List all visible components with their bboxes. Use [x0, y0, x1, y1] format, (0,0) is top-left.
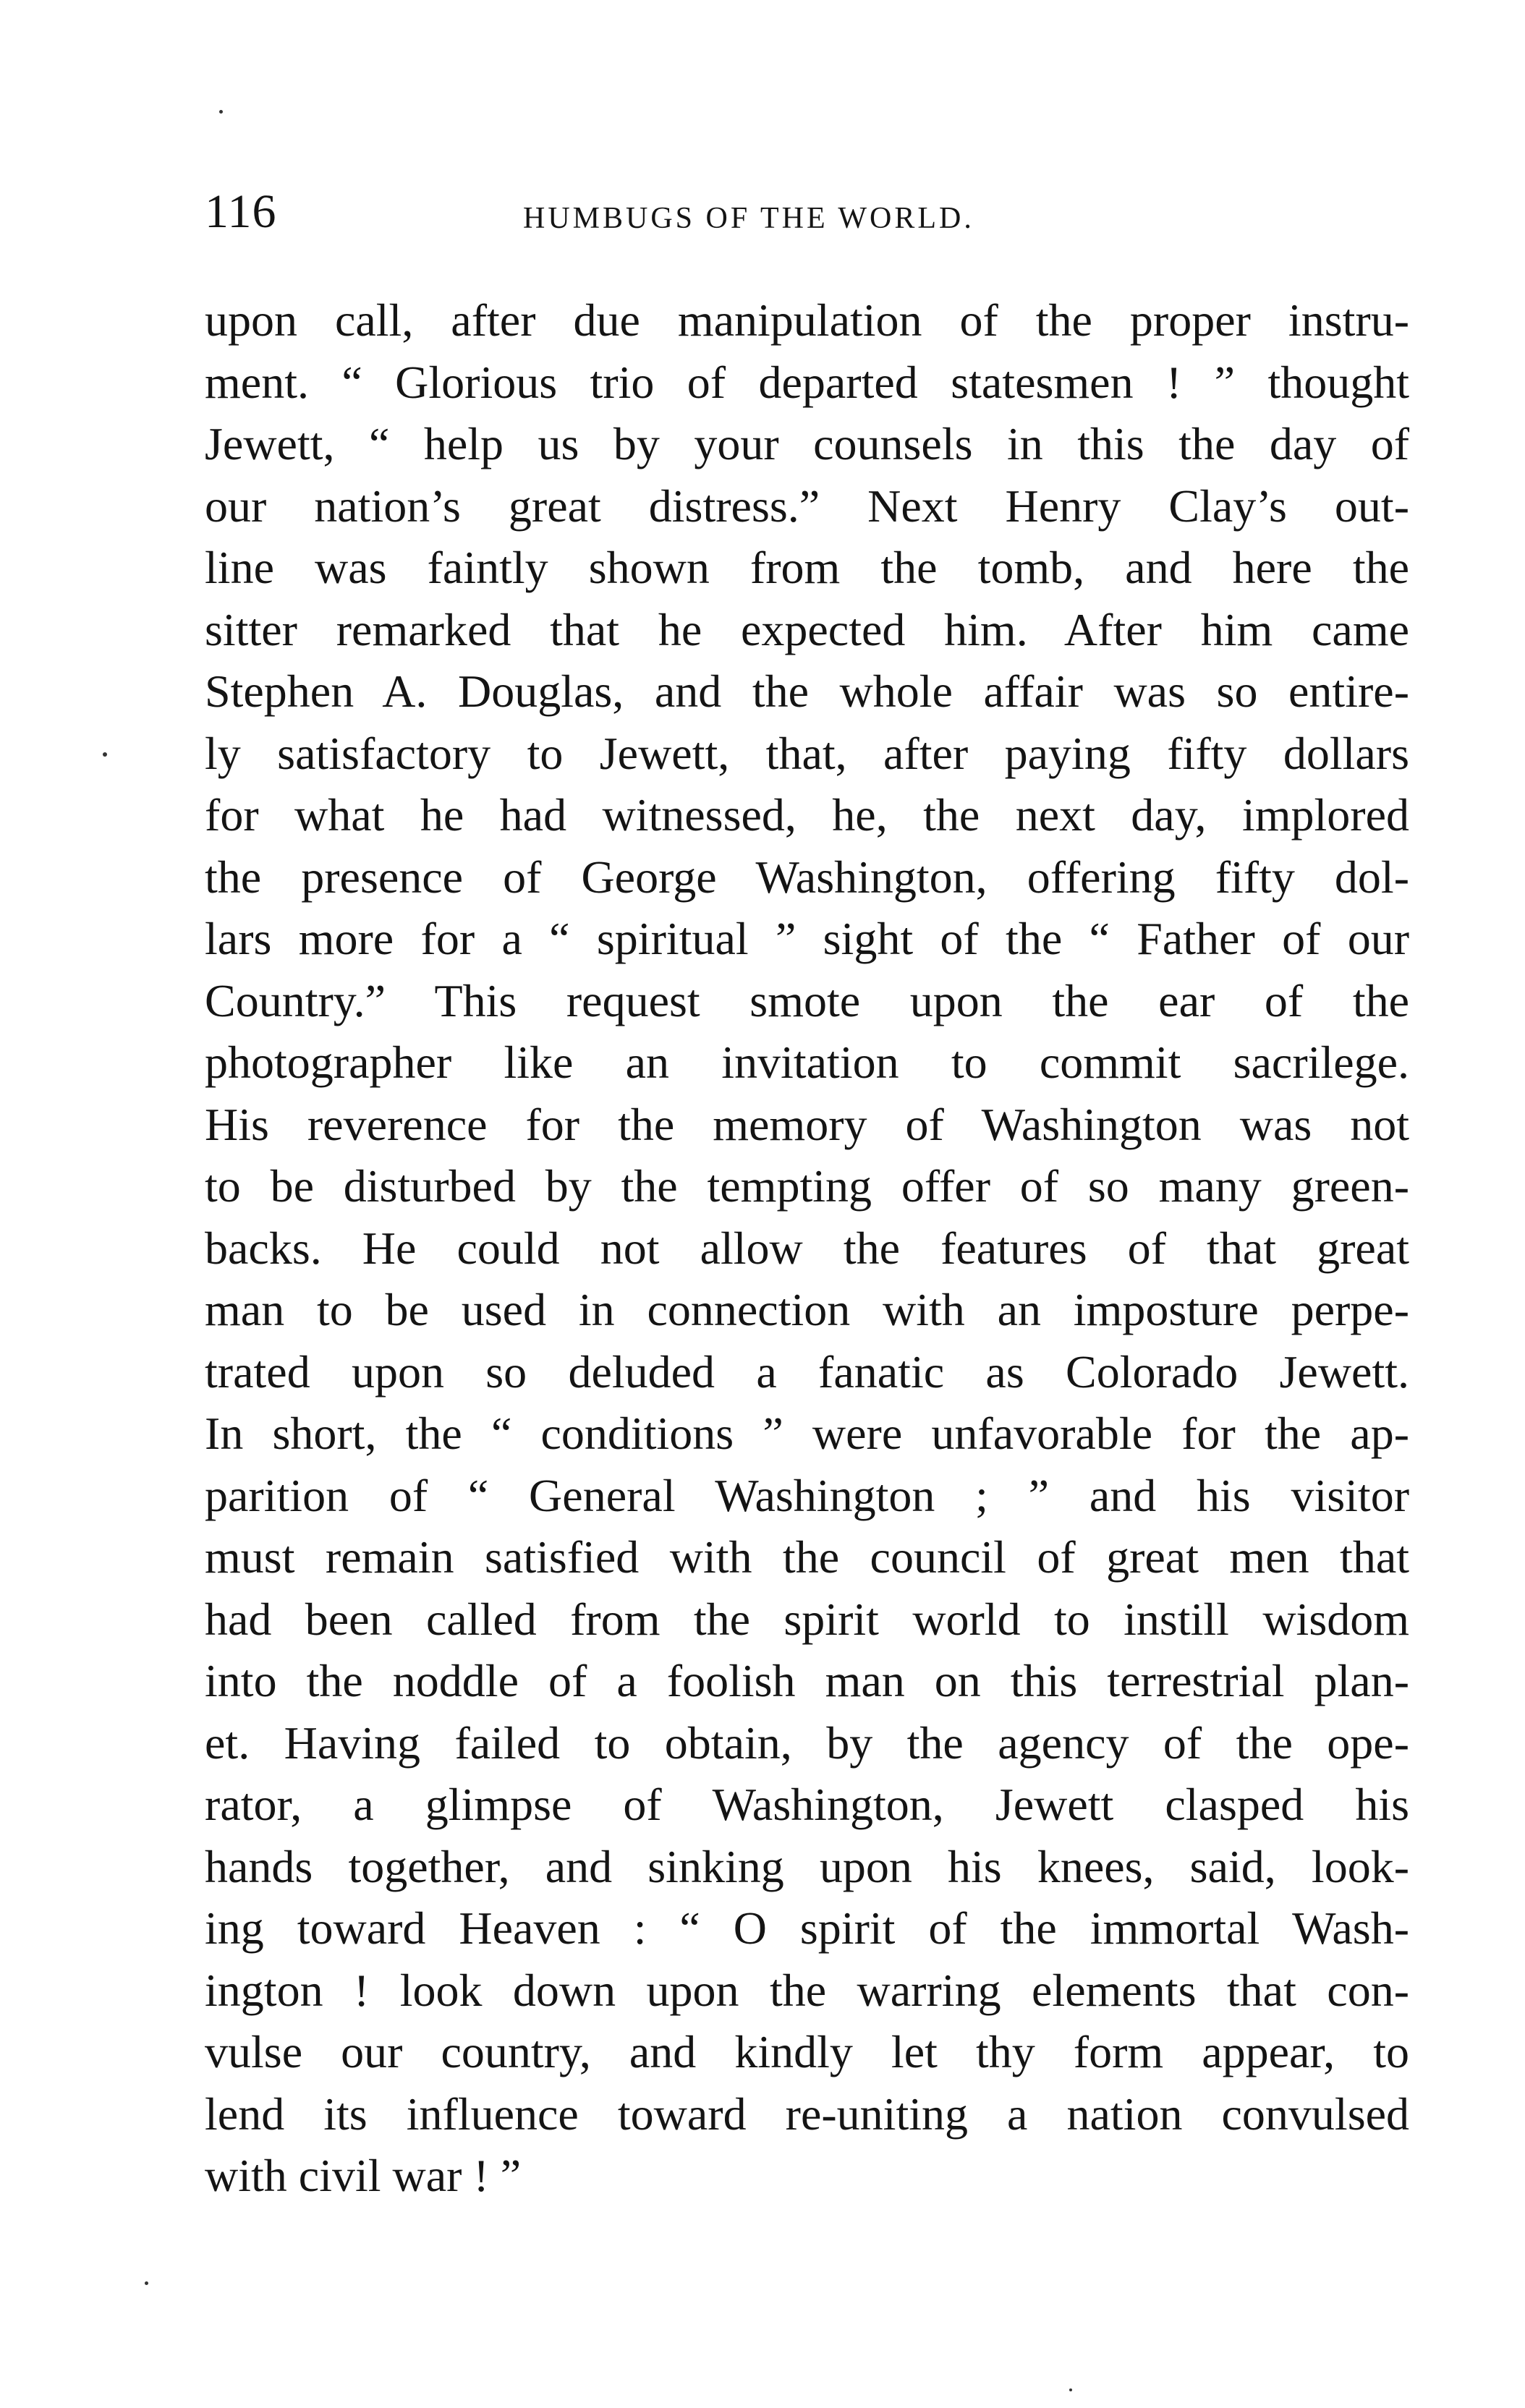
text-line: lars more for a “ spiritual ” sight of the “ Father of our — [205, 913, 1409, 964]
text-line: with civil war ! ” — [205, 2150, 522, 2201]
text-line: trated upon so deluded a fanatic as Colorado Jewett. — [205, 1345, 1409, 1397]
text-line: upon call, after due manipulation of the proper instru- — [205, 294, 1409, 346]
page-header — [205, 179, 1406, 244]
text-line: for what he had witnessed, he, the next day, implored — [205, 789, 1409, 841]
page-number: 116 — [205, 185, 277, 238]
body-text — [205, 289, 1409, 2207]
text-line: ington ! look down upon the warring elements that con- — [205, 1964, 1409, 2016]
text-line: to be disturbed by the tempting offer of so many green- — [205, 1160, 1409, 1212]
text-line: backs. He could not allow the features of that great — [205, 1222, 1409, 1274]
text-line: Country.” This request smote upon the ear of the — [205, 974, 1409, 1026]
text-line: must remain satisfied with the council of great men that — [205, 1531, 1409, 1583]
text-line: ment. “ Glorious trio of departed statesmen ! ” thought — [205, 356, 1409, 408]
scan-speck — [1069, 2388, 1072, 2391]
text-line: et. Having failed to obtain, by the agency of the ope- — [205, 1716, 1409, 1769]
text-line: His reverence for the memory of Washington was not — [205, 1098, 1409, 1150]
text-line: vulse our country, and kindly let thy form appear, to — [205, 2026, 1409, 2077]
text-line: In short, the “ conditions ” were unfavorable for the ap- — [205, 1408, 1409, 1459]
text-line: rator, a glimpse of Washington, Jewett clasped his — [205, 1779, 1409, 1830]
text-line: hands together, and sinking upon his knees, said, look- — [205, 1840, 1409, 1892]
scan-speck — [219, 110, 223, 114]
text-line: the presence of George Washington, offering fifty dol- — [205, 851, 1409, 903]
text-line: our nation’s great distress.” Next Henry Clay’s out- — [205, 480, 1409, 532]
text-line: ing toward Heaven : “ O spirit of the immortal Wash- — [205, 1902, 1409, 1954]
running-head: HUMBUGS OF THE WORLD. — [523, 202, 974, 235]
text-line: sitter remarked that he expected him. After him came — [205, 603, 1409, 655]
text-line: had been called from the spirit world to instill wisdom — [205, 1593, 1409, 1645]
text-line: man to be used in connection with an imposture perpe- — [205, 1284, 1409, 1335]
text-line: Stephen A. Douglas, and the whole affair was so entire- — [205, 665, 1409, 717]
text-line: into the noddle of a foolish man on this terrestrial plan- — [205, 1655, 1409, 1706]
text-line: lend its influence toward re-uniting a nation convulsed — [205, 2088, 1409, 2140]
text-line: Jewett, “ help us by your counsels in this the day of — [205, 418, 1409, 469]
scan-speck — [145, 2281, 148, 2285]
text-line: ly satisfactory to Jewett, that, after paying fifty dollars — [205, 727, 1409, 779]
text-line: parition of “ General Washington ; ” and his visitor — [205, 1469, 1409, 1521]
scan-speck — [103, 752, 107, 757]
text-line: line was faintly shown from the tomb, and here the — [205, 542, 1409, 593]
text-line: photographer like an invitation to commit sacrilege. — [205, 1037, 1409, 1088]
